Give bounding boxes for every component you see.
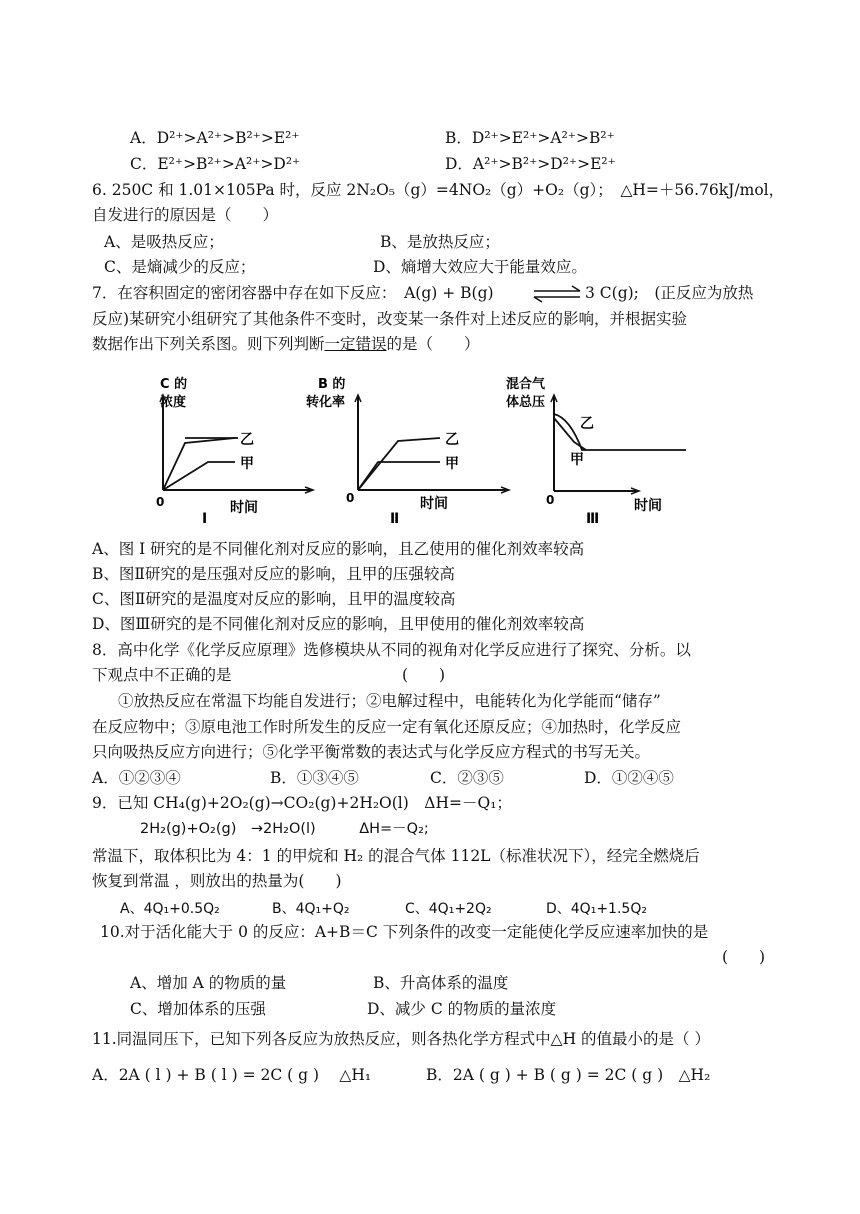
graph-3-ylabel-line1: 混合气	[506, 377, 546, 392]
q9-option-d: D、4Q₁+1.5Q₂	[546, 901, 647, 917]
graph-1	[156, 376, 313, 527]
q5-option-b: B．D²⁺>E²⁺>A²⁺>B²⁺	[445, 129, 615, 147]
q10-option-a: A、增加 A 的物质的量	[130, 974, 287, 992]
graph-3	[506, 376, 686, 527]
graph-1-origin: 0	[156, 495, 165, 509]
q8-option-b: B．①③④⑤	[270, 769, 359, 787]
q6-option-b: B、是放热反应；	[380, 233, 500, 251]
graph-2-label-yi: 乙	[445, 432, 459, 448]
graph-3-label-yi: 乙	[580, 416, 594, 432]
q6-option-a: A、是吸热反应；	[104, 233, 224, 251]
graph-2-xlabel: 时间	[420, 496, 448, 512]
q6-option-d: D、熵增大效应大于能量效应。	[373, 258, 587, 276]
graph-2-curve-yi	[358, 438, 440, 490]
graph-1-label-yi: 乙	[240, 432, 254, 448]
q7-stem-line3: 数据作出下列关系图。则下列判断一定错误的是（ ）	[92, 335, 480, 353]
q9-equation-1: 9．已知 CH₄(g)+2O₂(g)→CO₂(g)+2H₂O(l) ΔH=－Q₁；	[92, 794, 512, 812]
q5-option-d: D．A²⁺>B²⁺>D²⁺>E²⁺	[445, 155, 616, 173]
q7-graphs	[90, 358, 690, 538]
q8-stem-line2: 下观点中不正确的是 ( )	[92, 666, 446, 684]
q5-option-c: C．E²⁺>B²⁺>A²⁺>D²⁺	[130, 155, 301, 173]
q7-option-a: A、图 I 研究的是不同催化剂对反应的影响，且乙使用的催化剂效率较高	[92, 540, 585, 558]
q6-stem-line1: 6. 250C 和 1.01×105Pa 时，反应 2N₂O₅（g）=4NO₂（g）+O₂（g）； △H=＋56.76kJ/mol，	[92, 181, 785, 199]
graph-2-label-jia: 甲	[445, 456, 459, 472]
q8-option-a: A．①②③④	[92, 769, 181, 787]
q11-stem: 11.同温同压下，已知下列各反应为放热反应，则各热化学方程式中△H 的值最小的是（ ）	[92, 1030, 710, 1048]
equilibrium-arrow-icon	[530, 284, 586, 304]
q8-body-line2: 在反应物中；③原电池工作时所发生的反应一定有氧化还原反应；④加热时，化学反应	[92, 718, 682, 736]
q10-option-b: B、升高体系的温度	[373, 974, 509, 992]
q7-stem-line1b: 3 C(g); (正反应为放热	[585, 284, 754, 302]
q9-stem-line2: 恢复到常温 ，则放出的热量为( )	[92, 872, 342, 890]
graph-2-ylabel-line1: B 的	[318, 377, 346, 392]
q10-stem-line1: 10.对于活化能大于 0 的反应：A+B＝C 下列条件的改变一定能使化学反应速率加快的是	[100, 923, 709, 941]
graph-2-ylabel-line2: 转化率	[306, 395, 346, 410]
q8-option-d: D．①②④⑤	[584, 769, 674, 787]
q7-option-d: D、图Ⅲ研究的是不同催化剂对反应的影响，且甲使用的催化剂效率较高	[92, 615, 585, 633]
graph-1-label-jia: 甲	[240, 456, 254, 472]
q8-body-line1: ①放热反应在常温下均能自发进行；②电解过程中，电能转化为化学能而“储存”	[118, 692, 661, 710]
graph-3-label-jia: 甲	[570, 452, 584, 468]
q8-option-c: C．②③⑤	[430, 769, 504, 787]
graph-3-ylabel-line2: 体总压	[506, 395, 546, 410]
graph-3-origin: 0	[546, 493, 555, 507]
q8-body-line3: 只向吸热反应方向进行；⑤化学平衡常数的表达式与化学反应方程式的书写无关。	[92, 743, 651, 761]
q9-option-b: B、4Q₁+Q₂	[272, 901, 350, 917]
q7-stem-line2: 反应)某研究小组研究了其他条件不变时，改变某一条件对上述反应的影响，并根据实验	[92, 310, 688, 328]
graph-2	[306, 376, 509, 527]
q10-option-c: C、增加体系的压强	[130, 1000, 266, 1018]
graph-1-xlabel: 时间	[230, 500, 258, 516]
q8-stem-line1: 8．高中化学《化学反应原理》选修模块从不同的视角对化学反应进行了探究、分析。以	[92, 641, 691, 659]
q7-option-b: B、图Ⅱ研究的是压强对反应的影响，且甲的压强较高	[92, 565, 455, 583]
q9-stem-line1: 常温下，取体积比为 4：1 的甲烷和 H₂ 的混合气体 112L（标准状况下），经完全燃烧后	[92, 847, 700, 865]
q9-option-a: A、4Q₁+0.5Q₂	[120, 901, 220, 917]
q6-option-c: C、是熵减少的反应；	[104, 258, 256, 276]
q11-option-b: B．2A ( g ) + B ( g ) = 2C ( g ) △H₂	[426, 1066, 711, 1084]
graph-1-ylabel-line2: 浓度	[160, 395, 187, 410]
q10-option-d: D、减少 C 的物质的量浓度	[367, 1000, 557, 1018]
q7-emphasis: 一定错误	[324, 335, 387, 353]
q6-stem-line2: 自发进行的原因是（ ）	[92, 206, 279, 224]
graph-2-caption: Ⅱ	[390, 511, 400, 527]
q9-equation-2: 2H₂(g)+O₂(g) →2H₂O(l) ΔH=－Q₂;	[140, 821, 429, 837]
graph-1-curve-yi	[163, 438, 235, 490]
q9-option-c: C、4Q₁+2Q₂	[405, 901, 492, 917]
graph-3-xlabel: 时间	[634, 498, 662, 514]
q11-option-a: A．2A ( l ) + B ( l ) = 2C ( g ) △H₁	[92, 1066, 372, 1084]
graph-3-caption: Ⅲ	[586, 511, 600, 527]
q10-stem-line2: ( )	[722, 948, 766, 966]
graph-1-ylabel-line1: C 的	[160, 377, 188, 392]
graph-2-origin: 0	[346, 491, 355, 505]
q7-option-c: C、图Ⅱ研究的是温度对反应的影响，且甲的温度较高	[92, 590, 456, 608]
q5-option-a: A．D²⁺>A²⁺>B²⁺>E²⁺	[130, 129, 300, 147]
q7-stem-line1a: 7．在容积固定的密闭容器中存在如下反应： A(g) + B(g)	[92, 284, 494, 302]
graph-1-caption: I	[202, 511, 208, 527]
